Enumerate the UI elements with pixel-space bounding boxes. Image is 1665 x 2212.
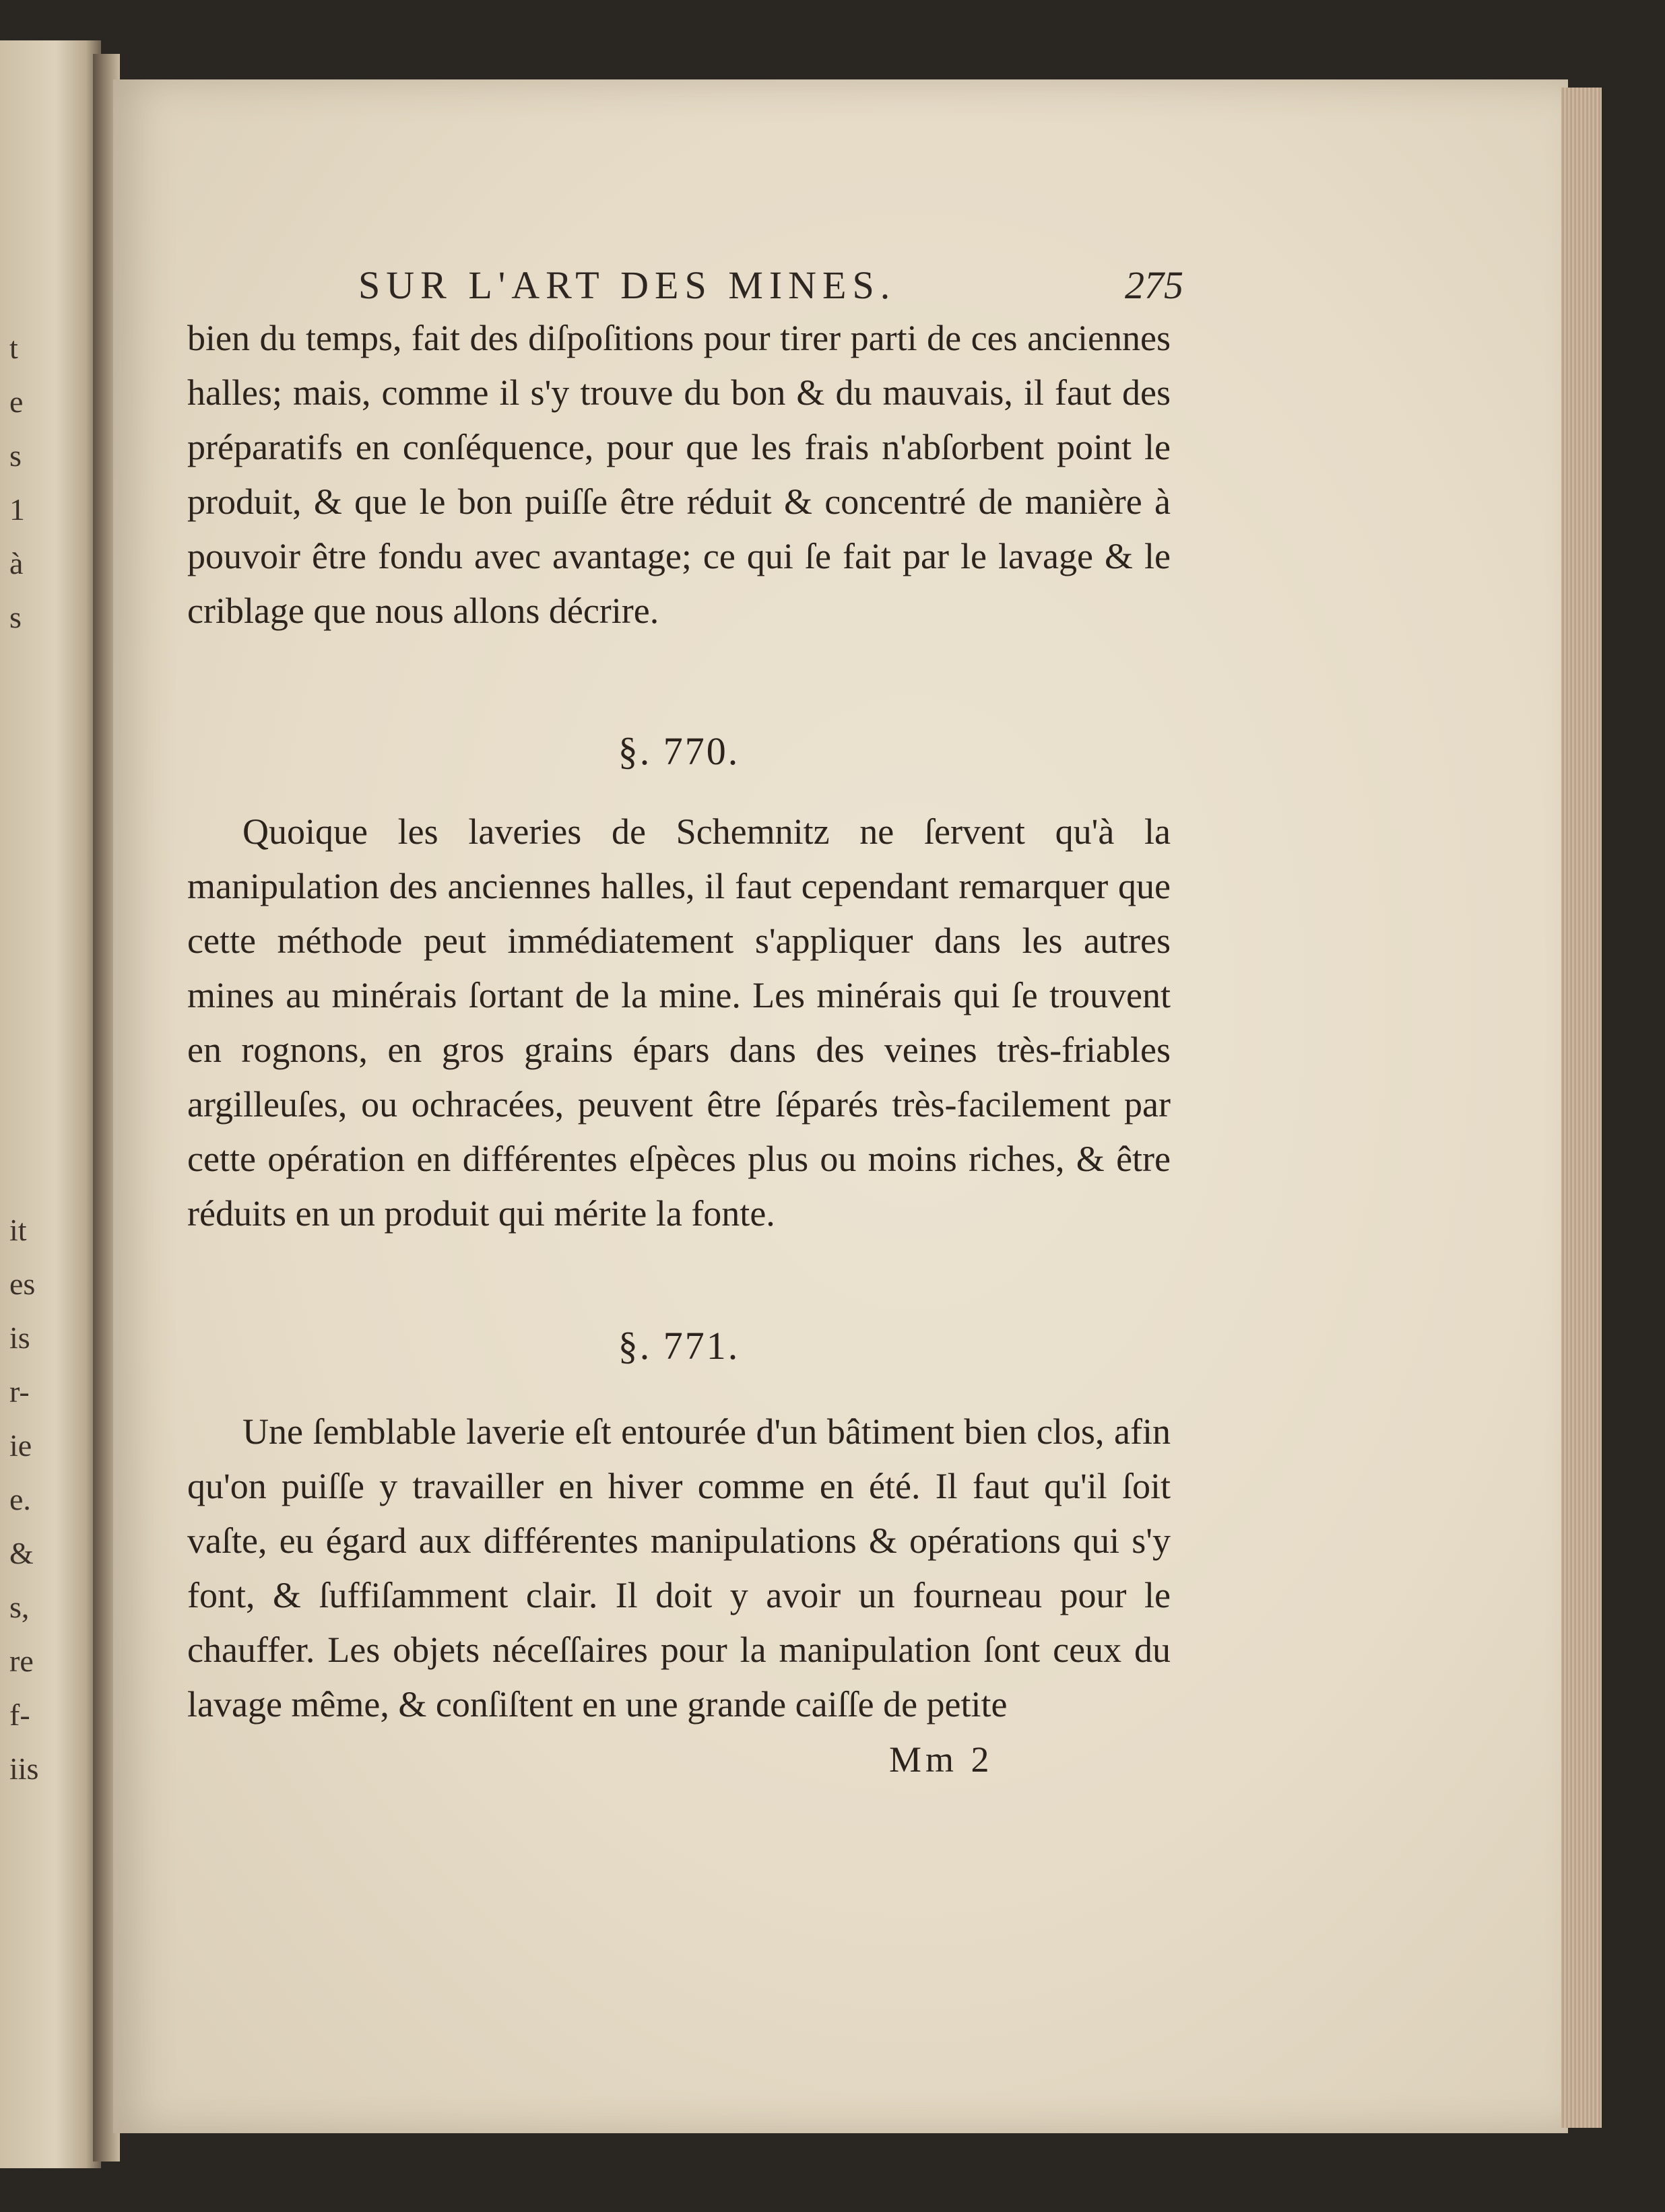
left-page-fragment: r- <box>9 1374 30 1409</box>
left-page-fragment: e <box>9 384 24 419</box>
paragraph-3 <box>187 1405 1171 1732</box>
running-title: SUR L'ART DES MINES. <box>358 263 896 307</box>
signature-catchword: Mm 2 <box>889 1739 993 1780</box>
page-header <box>358 263 1183 310</box>
left-page-fragment: ie <box>9 1428 32 1463</box>
left-page-fragment: is <box>9 1320 30 1355</box>
section-heading-770: §. 770. <box>618 729 740 773</box>
paragraph-text: bien du temps, fait des diſpoſitions pour tirer parti de ces anciennes halles; mais, comme il s'y trouve du bon & du mauvais, il faut des préparatifs en conſéquence, pour que les frais n'abſorbent point le produit, & que le bon puiſſe être réduit & concentré de manière à pouvoir être fondu avec avantage; ce qui ſe fait par le lavage & le criblage que nous allons décrire. <box>187 318 1171 631</box>
left-page-fragment: iis <box>9 1751 39 1786</box>
left-facing-page <box>0 40 101 2168</box>
page-edge <box>1561 88 1602 2128</box>
paragraph-text: Quoique les laveries de Schemnitz ne ſervent qu'à la manipulation des anciennes halles, il faut cependant remarquer que cette méthode peut immédiatement s'appliquer dans les autres mines au minérais ſortant de la mine. Les minérais qui ſe trouvent en rognons, en gros grains épars dans des veines très-friables argilleuſes, ou ochracées, peuvent être ſéparés très-facilement par cette opération en différentes eſpèces plus ou moins riches, & être réduits en un produit qui mérite la fonte. <box>187 811 1171 1234</box>
paragraph-text: Une ſemblable laverie eſt entourée d'un bâtiment bien clos, afin qu'on puiſſe y travailler en hiver comme en été. Il faut qu'il ſoit vaſte, eu égard aux différentes manipulations & opérations qui s'y font, & ſuffiſamment clair. Il doit y avoir un fourneau pour le chauffer. Les objets néceſſaires pour la manipulation ſont ceux du lavage même, & conſiſtent en une grande caiſſe de petite <box>187 1411 1171 1724</box>
left-page-fragment: e. <box>9 1482 31 1516</box>
left-page-fragment: 1 <box>9 492 25 527</box>
section-heading-771: §. 771. <box>618 1324 740 1368</box>
page-number: 275 <box>1125 263 1183 307</box>
left-page-fragment: s, <box>9 1590 30 1624</box>
paragraph-1 <box>187 311 1171 638</box>
left-page-fragment: s <box>9 438 22 473</box>
left-page-fragment: f- <box>9 1698 30 1732</box>
left-page-fragment: re <box>9 1644 34 1678</box>
left-page-fragment: t <box>9 331 18 365</box>
left-page-fragment: & <box>9 1536 34 1570</box>
left-page-fragment: es <box>9 1267 36 1301</box>
left-page-fragment: s <box>9 600 22 634</box>
left-page-fragment: à <box>9 546 24 580</box>
paragraph-2 <box>187 805 1171 1241</box>
left-page-fragment: it <box>9 1213 27 1247</box>
